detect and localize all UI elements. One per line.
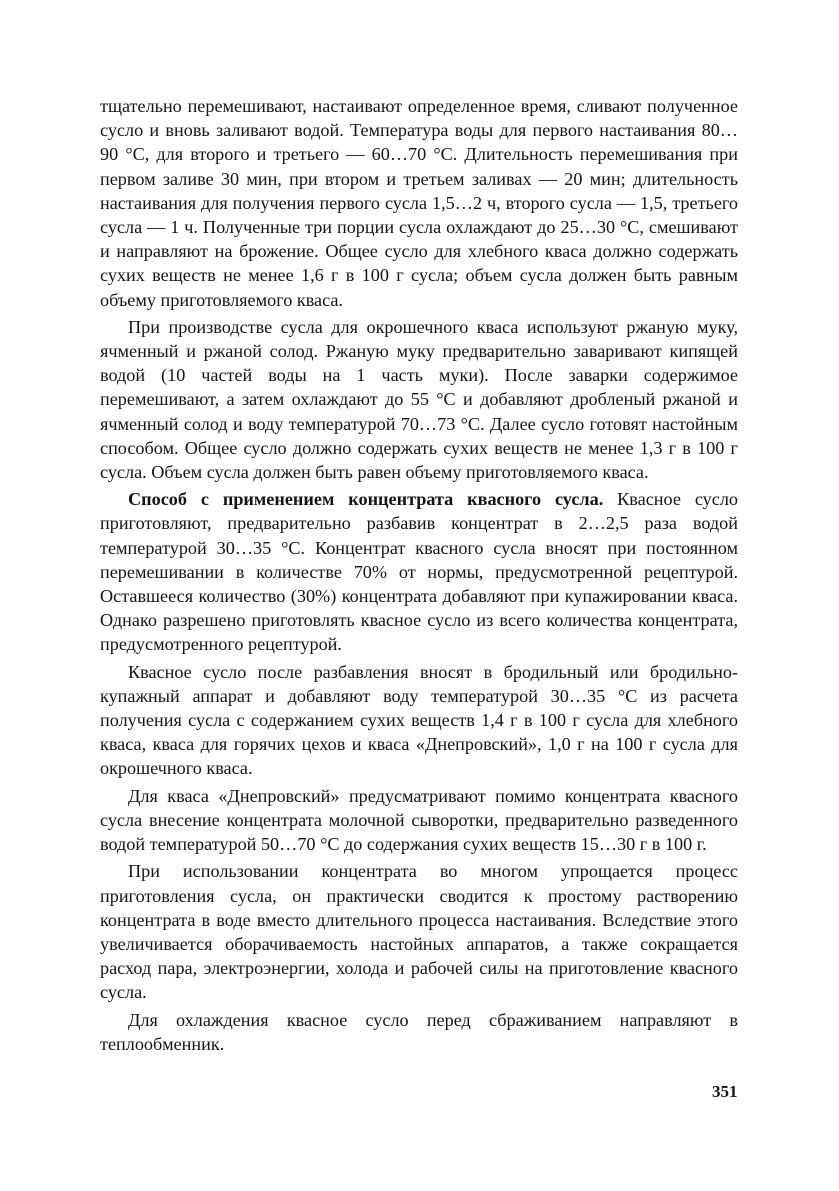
paragraph-dneprovsky bbox=[100, 784, 738, 857]
paragraph-text: Квасное сусло приготовляют, предварительно разбавив концентрат в 2…2,5 раза водой температурой 30…35 °С. Концентрат квасного сусла вносят при постоянном перемешивании в количестве 70% от нормы, предусмотренной рецептурой. Оставшееся количество (30%) концентрата добавляют при купажировании кваса. Однако разрешено приготовлять квасное сусло из всего количества концентрата, предусмотренного рецептурой. bbox=[100, 489, 738, 655]
paragraph-cooling bbox=[100, 1008, 738, 1056]
paragraph-text: Для охлаждения квасное сусло перед сбраживанием направляют в теплообменник. bbox=[100, 1009, 738, 1054]
paragraph-advantages bbox=[100, 859, 738, 1004]
paragraph-okroshka-wort bbox=[100, 315, 738, 484]
paragraph-continuation bbox=[100, 94, 738, 312]
paragraph-text: тщательно перемешивают, настаивают определенное время, сливают полученное сусло и вновь заливают водой. Температура воды для первого настаивания 80…90 °С, для второго и третьего — 60…70 °С. Длительность перемешивания при первом заливе 30 мин, при втором и третьем заливах — 20 мин; длительность настаивания для получения первого сусла 1,5…2 ч, второго сусла — 1,5, третьего сусла — 1 ч. Полученные три порции сусла охлаждают до 25…30 °С, смешивают и направляют на брожение. Общее сусло для хлебного кваса должно содержать сухих веществ не менее 1,6 г в 100 г сусла; объем сусла должен быть равным объему приготовляемого кваса. bbox=[100, 96, 738, 310]
paragraph-dilution bbox=[100, 660, 738, 781]
paragraph-text: При производстве сусла для окрошечного кваса используют ржаную муку, ячменный и ржаной солод. Ржаную муку предварительно заваривают кипящей водой (10 частей воды на 1 часть муки). После заварки содержимое перемешивают, а затем охлаждают до 55 °С и добавляют дробленый ржаной и ячменный солод и воду температурой 70…73 °С. Далее сусло готовят настойным способом. Общее сусло должно содержать сухих веществ не менее 1,3 г в 100 г сусла. Объем сусла должен быть равен объему приготовляемого кваса. bbox=[100, 316, 738, 483]
paragraph-text: При использовании концентрата во многом упрощается процесс приготовления сусла, он практически сводится к простому растворению концентрата в воде вместо длительного процесса настаивания. Вследствие этого увеличивается оборачиваемость настойных аппаратов, а также сокращается расход пара, электроэнергии, холода и рабочей силы на приготовление квасного сусла. bbox=[100, 861, 738, 1003]
page-body-text bbox=[100, 94, 738, 1059]
paragraph-concentrate-method bbox=[100, 487, 738, 656]
run-in-heading: Способ с применением концентрата квасного сусла. bbox=[128, 489, 604, 510]
page-number: 351 bbox=[712, 1082, 738, 1101]
paragraph-text: Для кваса «Днепровский» предусматривают помимо концентрата квасного сусла внесение концентрата молочной сыворотки, предварительно разведенного водой температурой 50…70 °С до содержания сухих веществ 15…30 г в 100 г. bbox=[100, 785, 738, 855]
paragraph-text: Квасное сусло после разбавления вносят в бродильный или бродильно-купажный аппарат и добавляют воду температурой 30…35 °С из расчета получения сусла с содержанием сухих веществ 1,4 г в 100 г сусла для хлебного кваса, кваса для горячих цехов и кваса «Днепровский», 1,0 г на 100 г сусла для окрошечного кваса. bbox=[100, 661, 738, 779]
